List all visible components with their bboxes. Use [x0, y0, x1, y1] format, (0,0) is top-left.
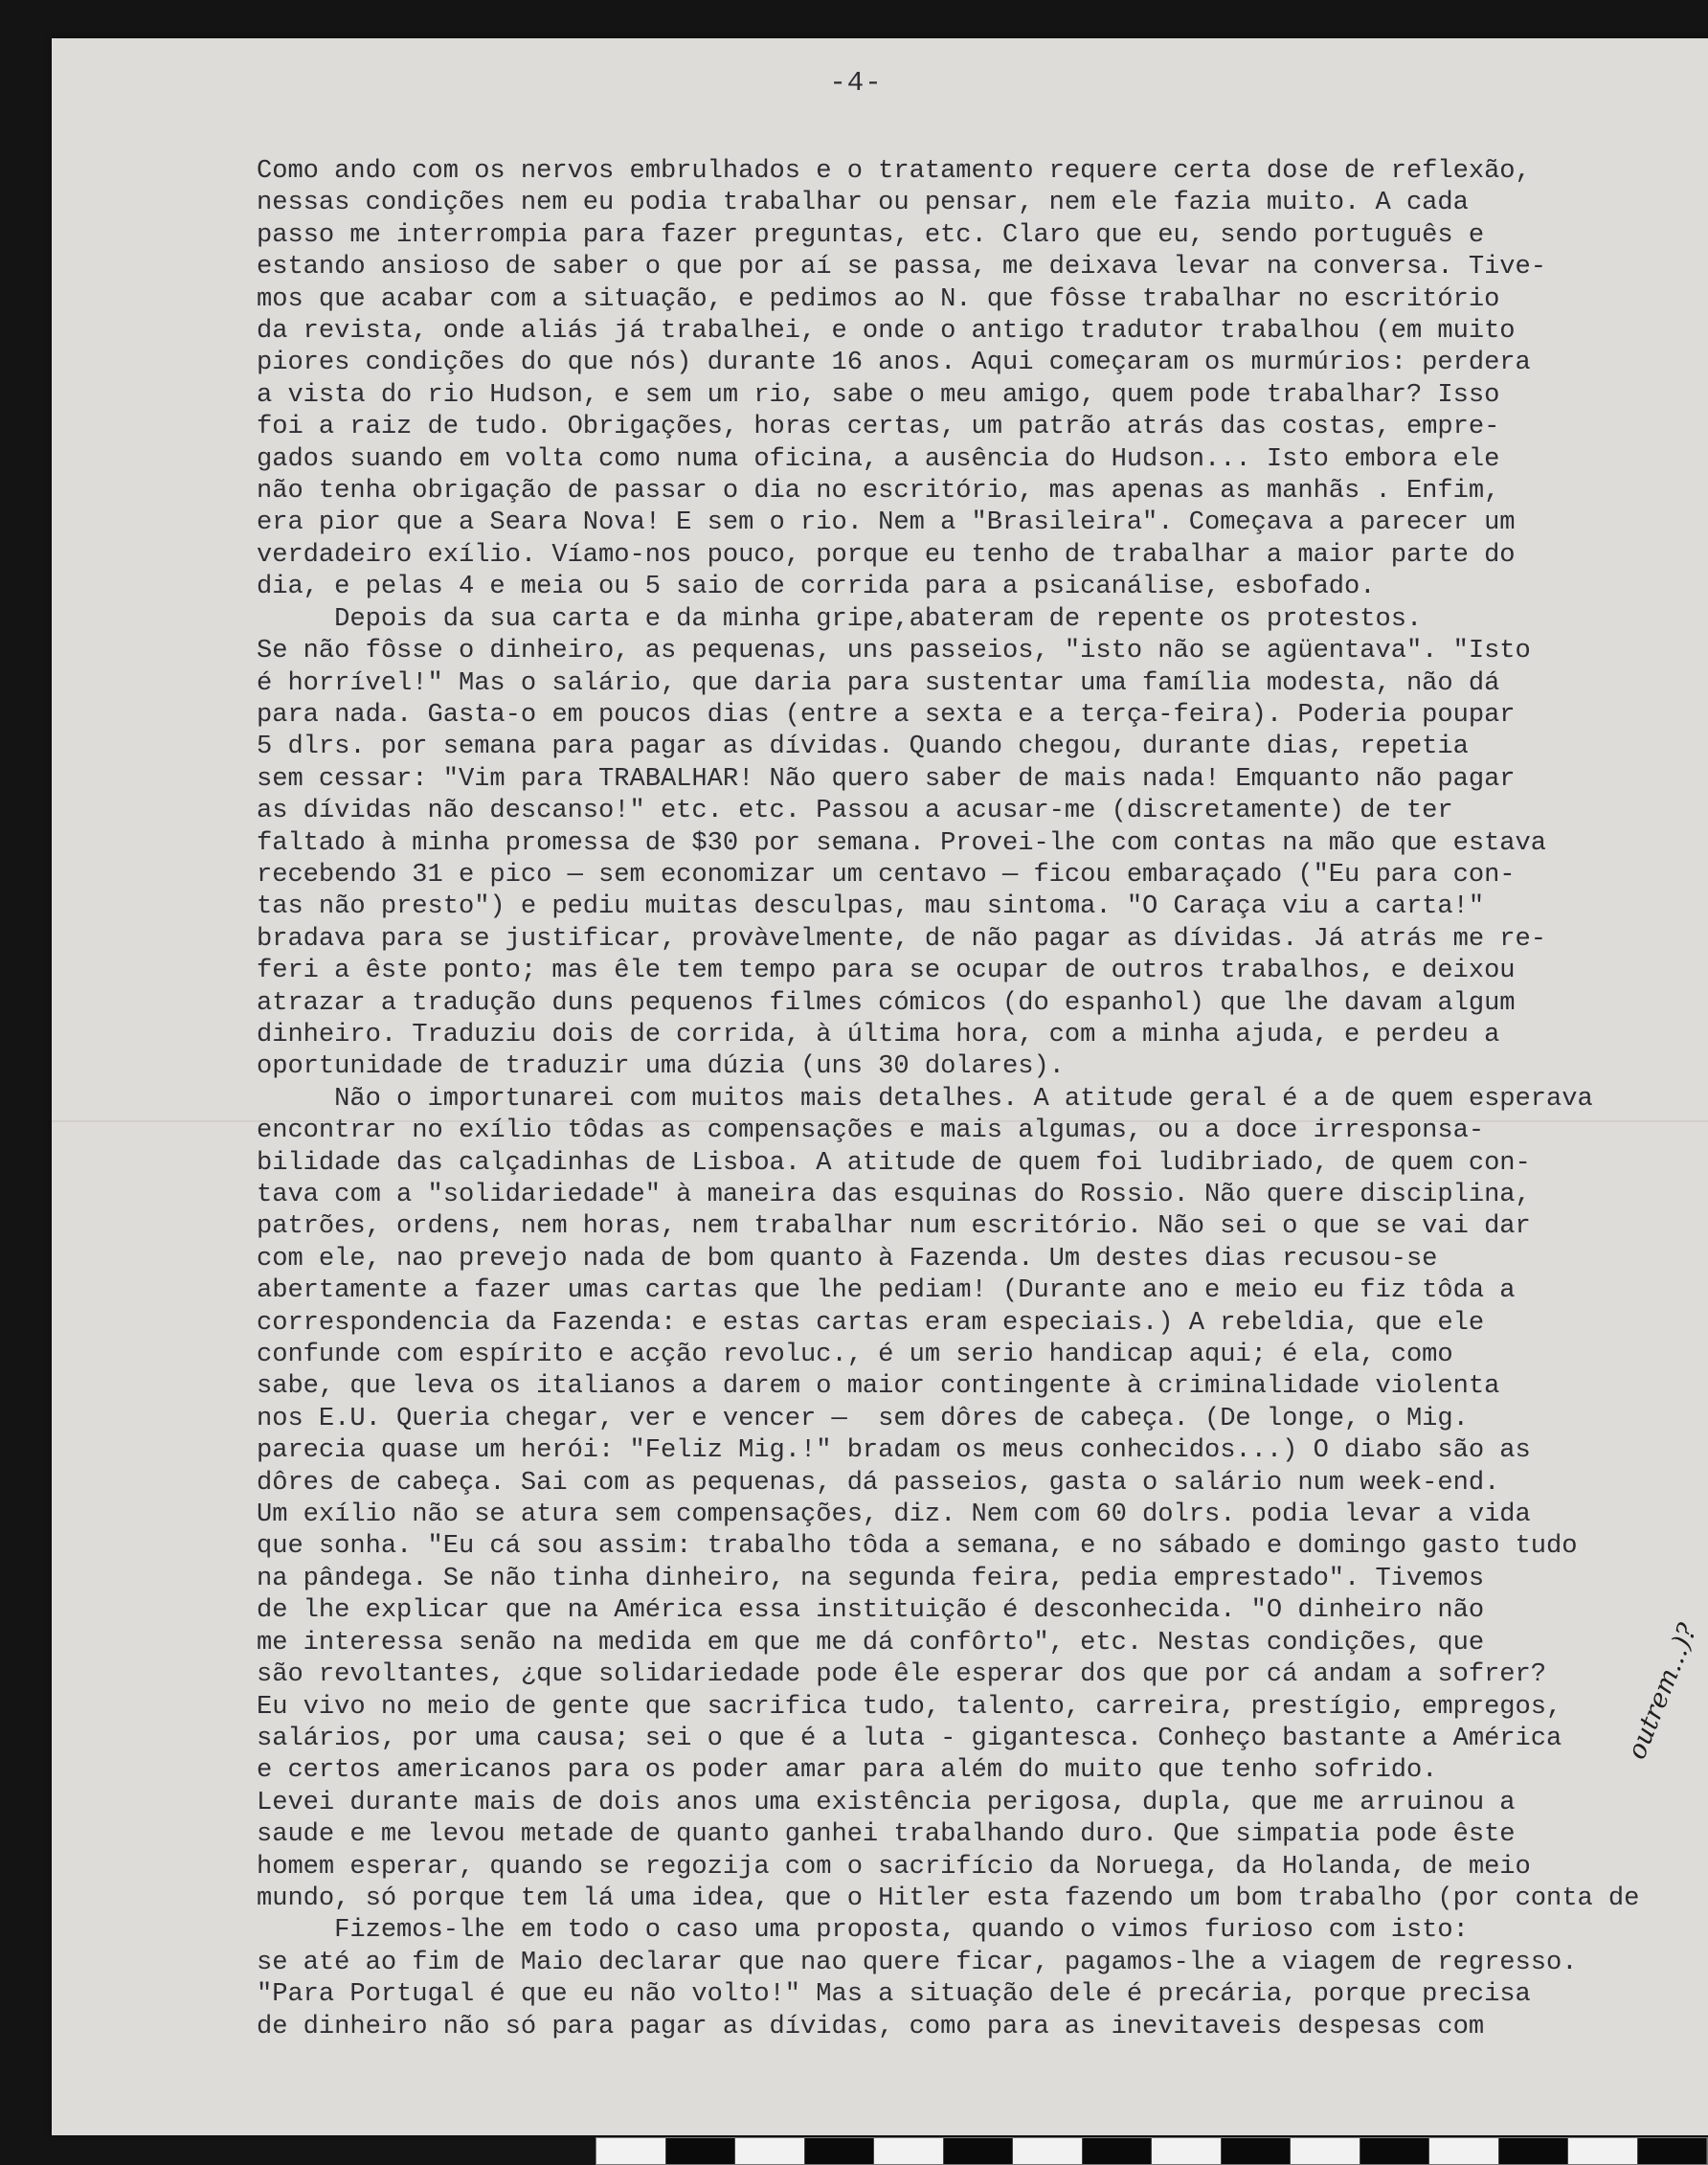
text-line: "Para Portugal é que eu não volto!" Mas a situação dele é precária, porque precisa	[257, 1979, 1531, 2010]
text-line: Depois da sua carta e da minha gripe,abateram de repente os protestos.	[257, 603, 1423, 634]
color-calibration-scale-bar	[596, 2137, 1708, 2165]
text-line: que sonha. "Eu cá sou assim: trabalho tôda a semana, e no sábado e domingo gasto tudo	[257, 1531, 1578, 1562]
text-line: nessas condições nem eu podia trabalhar ou pensar, nem ele fazia muito. A cada	[257, 188, 1469, 218]
text-line: Levei durante mais de dois anos uma existência perigosa, dupla, que me arruinou a	[257, 1787, 1516, 1817]
scale-segment	[735, 2138, 805, 2164]
text-line: estando ansioso de saber o que por aí se passa, me deixava levar na conversa. Tive-	[257, 252, 1546, 282]
scale-segment	[874, 2138, 944, 2164]
text-line: mos que acabar com a situação, e pedimos ao N. que fôsse trabalhar no escritório	[257, 283, 1500, 314]
scale-segment	[1638, 2138, 1708, 2164]
text-line: e certos americanos para os poder amar para além do muito que tenho sofrido.	[257, 1755, 1438, 1786]
text-line: salários, por uma causa; sei o que é a luta - gigantesca. Conheço bastante a América	[257, 1723, 1562, 1753]
text-line: sabe, que leva os italianos a darem o maior contingente à criminalidade violenta	[257, 1371, 1500, 1402]
text-line: faltado à minha promessa de $30 por semana. Provei-lhe com contas na mão que estava	[257, 827, 1546, 858]
text-line: correspondencia da Fazenda: e estas cartas eram especiais.) A rebeldia, que ele	[257, 1307, 1485, 1338]
scale-segment	[1152, 2138, 1222, 2164]
page-number: -4-	[829, 67, 883, 99]
text-line: saude e me levou metade de quanto ganhei trabalhando duro. Que simpatia pode êste	[257, 1819, 1516, 1850]
scale-segment	[944, 2138, 1014, 2164]
handwritten-margin-note: outrem...)?	[1622, 1619, 1703, 1764]
scale-segment	[1013, 2138, 1083, 2164]
scale-segment	[1222, 2138, 1292, 2164]
text-line: recebendo 31 e pico — sem economizar um centavo — ficou embaraçado ("Eu para con-	[257, 859, 1516, 890]
text-line: sem cessar: "Vim para TRABALHAR! Não quero saber de mais nada! Emquanto não pagar	[257, 763, 1516, 794]
text-line: gados suando em volta como numa oficina, a ausência do Hudson... Isto embora ele	[257, 443, 1500, 474]
text-line: patrões, ordens, nem horas, nem trabalhar num escritório. Não sei o que se vai dar	[257, 1211, 1531, 1242]
text-line: não tenha obrigação de passar o dia no escritório, mas apenas as manhãs . Enfim,	[257, 476, 1500, 507]
text-line: Fizemos-lhe em todo o caso uma proposta, quando o vimos furioso com isto:	[257, 1915, 1469, 1946]
text-line: tas não presto") e pediu muitas desculpas, mau sintoma. "O Caraça viu a carta!"	[257, 891, 1485, 922]
text-line: Um exílio não se atura sem compensações, diz. Nem com 60 dolrs. podia levar a vida	[257, 1500, 1531, 1530]
scale-segment	[1429, 2138, 1499, 2164]
text-line: se até ao fim de Maio declarar que nao quere ficar, pagamos-lhe a viagem de regresso.	[257, 1947, 1578, 1977]
text-line: encontrar no exílio tôdas as compensações e mais algumas, ou a doce irresponsa-	[257, 1116, 1485, 1146]
text-line: feri a êste ponto; mas êle tem tempo para se ocupar de outros trabalhos, e deixou	[257, 956, 1516, 986]
scale-segment	[1568, 2138, 1638, 2164]
text-line: Como ando com os nervos embrulhados e o tratamento requere certa dose de reflexão,	[257, 156, 1531, 186]
text-line: parecia quase um herói: "Feliz Mig.!" bradam os meus conhecidos...) O diabo são as	[257, 1435, 1531, 1466]
text-line: oportunidade de traduzir uma dúzia (uns 30 dolares).	[257, 1051, 1065, 1082]
text-line: Se não fôsse o dinheiro, as pequenas, uns passeios, "isto não se agüentava". "Isto	[257, 636, 1531, 666]
text-line: era pior que a Seara Nova! E sem o rio. Nem a "Brasileira". Começava a parecer um	[257, 507, 1516, 538]
text-line: nos E.U. Queria chegar, ver e vencer — sem dôres de cabeça. (De longe, o Mig.	[257, 1403, 1469, 1433]
text-line: passo me interrompia para fazer preguntas, etc. Claro que eu, sendo português e	[257, 219, 1485, 250]
text-line: são revoltantes, ¿que solidariedade pode êle esperar dos que por cá andam a sofrer?	[257, 1659, 1546, 1690]
scale-segment	[1083, 2138, 1153, 2164]
text-line: abertamente a fazer umas cartas que lhe pediam! (Durante ano e meio eu fiz tôda a	[257, 1275, 1516, 1306]
scale-segment	[596, 2138, 666, 2164]
text-line: confunde com espírito e acção revoluc., é um serio handicap aqui; é ela, como	[257, 1340, 1453, 1370]
text-line: de lhe explicar que na América essa instituição é desconhecida. "O dinheiro não	[257, 1595, 1485, 1626]
text-line: piores condições do que nós) durante 16 anos. Aqui começaram os murmúrios: perdera	[257, 348, 1531, 378]
text-line: da revista, onde aliás já trabalhei, e onde o antigo tradutor trabalhou (em muito	[257, 316, 1516, 347]
text-line: dia, e pelas 4 e meia ou 5 saio de corrida para a psicanálise, esbofado.	[257, 572, 1376, 602]
text-line: dinheiro. Traduziu dois de corrida, à última hora, com a minha ajuda, e perdeu a	[257, 1019, 1500, 1049]
text-line: tava com a "solidariedade" à maneira das esquinas do Rossio. Não quere disciplina,	[257, 1180, 1531, 1209]
text-line: a vista do rio Hudson, e sem um rio, sabe o meu amigo, quem pode trabalhar? Isso	[257, 379, 1500, 410]
text-line: Não o importunarei com muitos mais detalhes. A atitude geral é a de quem esperava	[257, 1083, 1593, 1114]
text-line: na pândega. Se não tinha dinheiro, na segunda feira, pedia emprestado". Tivemos	[257, 1563, 1485, 1593]
text-line: é horrível!" Mas o salário, que daria para sustentar uma família modesta, não dá	[257, 667, 1500, 698]
scale-segment	[1291, 2138, 1360, 2164]
text-line: mundo, só porque tem lá uma idea, que o Hitler esta fazendo um bom trabalho (por conta de	[257, 1883, 1640, 1913]
text-line: verdadeiro exílio. Víamo-nos pouco, porque eu tenho de trabalhar a maior parte do	[257, 539, 1516, 570]
text-line: Eu vivo no meio de gente que sacrifica tudo, talento, carreira, prestígio, empregos,	[257, 1691, 1562, 1722]
scale-segment	[805, 2138, 875, 2164]
scale-segment	[1360, 2138, 1430, 2164]
text-line: de dinheiro não só para pagar as dívidas, como para as inevitaveis despesas com	[257, 2011, 1485, 2041]
text-line: 5 dlrs. por semana para pagar as dívidas. Quando chegou, durante dias, repetia	[257, 732, 1469, 762]
text-line: para nada. Gasta-o em poucos dias (entre a sexta e a terça-feira). Poderia poupar	[257, 699, 1516, 730]
scale-segment	[666, 2138, 736, 2164]
text-line: homem esperar, quando se regozija com o sacrifício da Noruega, da Holanda, de meio	[257, 1851, 1531, 1882]
text-line: atrazar a tradução duns pequenos filmes cómicos (do espanhol) que lhe davam algum	[257, 987, 1516, 1018]
text-line: as dívidas não descanso!" etc. etc. Passou a acusar-me (discretamente) de ter	[257, 796, 1453, 826]
text-line: me interessa senão na medida em que me dá confôrto", etc. Nestas condições, que	[257, 1627, 1485, 1658]
text-line: bradava para se justificar, provàvelmente, de não pagar as dívidas. Já atrás me re-	[257, 923, 1546, 954]
text-line: foi a raiz de tudo. Obrigações, horas certas, um patrão atrás das costas, empre-	[257, 412, 1500, 442]
text-line: dôres de cabeça. Sai com as pequenas, dá passeios, gasta o salário num week-end.	[257, 1467, 1500, 1498]
text-line: com ele, nao prevejo nada de bom quanto à Fazenda. Um destes dias recusou-se	[257, 1243, 1438, 1274]
scale-segment	[1499, 2138, 1569, 2164]
text-line: bilidade das calçadinhas de Lisboa. A atitude de quem foi ludibriado, de quem con-	[257, 1147, 1531, 1178]
typewritten-page	[52, 38, 1708, 2135]
letter-body-text	[257, 155, 1664, 2042]
